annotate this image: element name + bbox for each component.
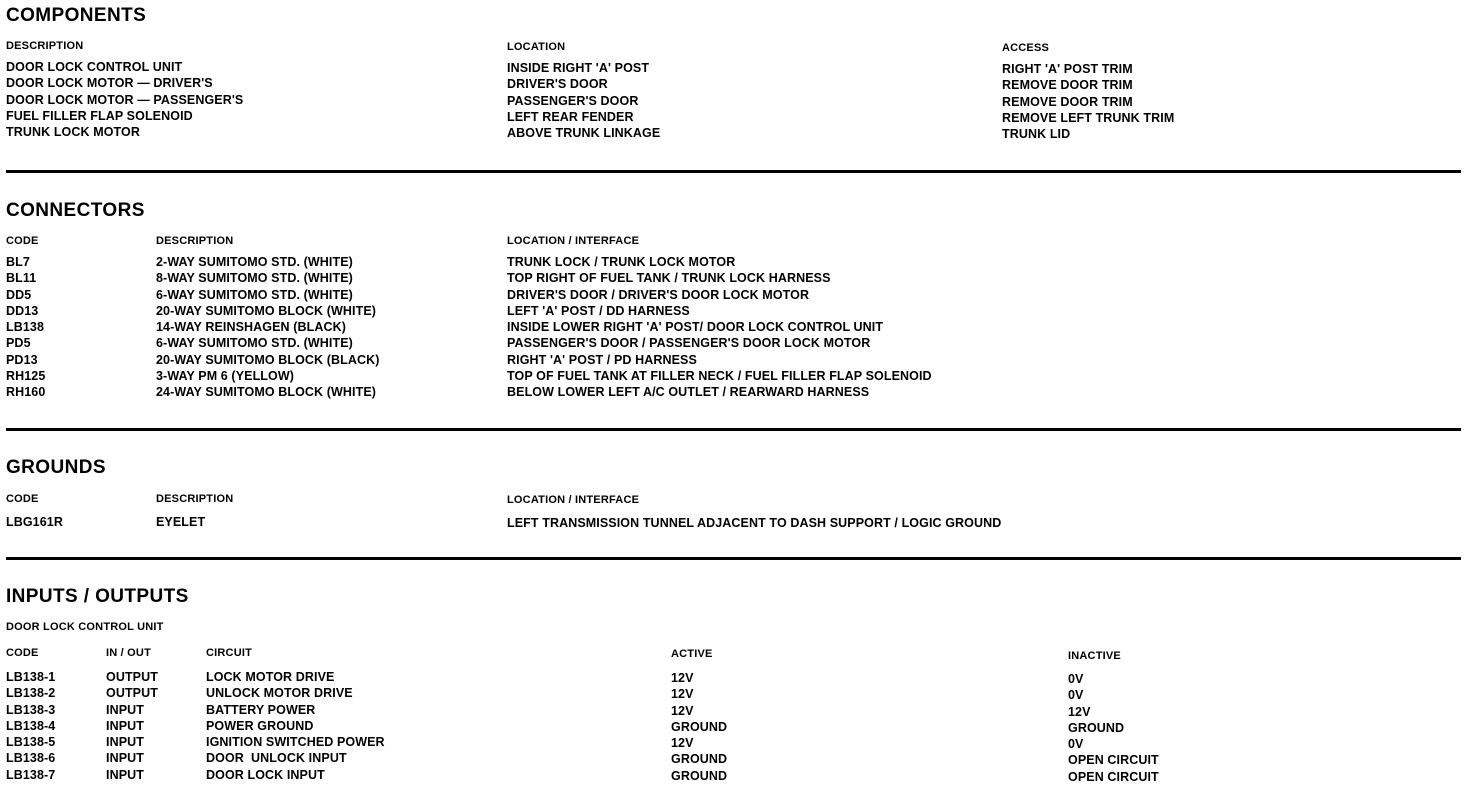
table-cell: 12V — [671, 671, 694, 685]
components-location-column — [507, 60, 660, 141]
table-cell: 8-WAY SUMITOMO STD. (WHITE) — [156, 271, 353, 286]
table-cell: 0V — [1068, 672, 1084, 686]
table-cell: DRIVER'S DOOR / DRIVER'S DOOR LOCK MOTOR — [507, 287, 810, 302]
table-cell: 24-WAY SUMITOMO BLOCK (WHITE) — [156, 385, 377, 400]
table-cell: LEFT 'A' POST / DD HARNESS — [507, 303, 690, 318]
table-cell: TRUNK LOCK / TRUNK LOCK MOTOR — [507, 255, 736, 269]
connectors-location-column — [507, 254, 932, 401]
table-cell: DOOR LOCK MOTOR — PASSENGER'S — [6, 92, 244, 107]
table-cell: FUEL FILLER FLAP SOLENOID — [6, 108, 193, 123]
table-cell: REMOVE LEFT TRUNK TRIM — [1002, 110, 1175, 125]
io-inout-column — [106, 669, 158, 783]
grounds-title: GROUNDS — [6, 457, 106, 478]
section-divider — [6, 557, 1461, 560]
table-cell: LB138-6 — [6, 751, 56, 766]
table-cell: IGNITION SWITCHED POWER — [206, 735, 385, 750]
table-cell: INSIDE RIGHT 'A' POST — [507, 61, 650, 75]
table-cell: LOCK MOTOR DRIVE — [206, 670, 335, 684]
table-cell: LB138-2 — [6, 686, 56, 701]
table-cell: INPUT — [106, 767, 144, 782]
table-cell: 12V — [671, 736, 694, 751]
components-access-header: ACCESS — [1002, 42, 1050, 54]
table-cell: INPUT — [106, 702, 144, 717]
io-title: INPUTS / OUTPUTS — [6, 586, 189, 607]
table-cell: PD5 — [6, 336, 31, 351]
table-cell: REMOVE DOOR TRIM — [1002, 78, 1133, 93]
connectors-description-header: DESCRIPTION — [156, 235, 234, 247]
table-cell: DD5 — [6, 287, 32, 302]
table-cell: LEFT REAR FENDER — [507, 109, 634, 124]
table-cell: 12V — [671, 703, 694, 718]
table-cell: OPEN CIRCUIT — [1068, 769, 1159, 784]
table-cell: TRUNK LID — [1002, 127, 1071, 142]
table-cell: DD13 — [6, 303, 39, 318]
table-cell: 6-WAY SUMITOMO STD. (WHITE) — [156, 336, 353, 351]
table-cell: 2-WAY SUMITOMO STD. (WHITE) — [156, 255, 353, 269]
table-cell: 3-WAY PM 6 (YELLOW) — [156, 369, 295, 384]
table-cell: BL7 — [6, 255, 30, 269]
table-cell: INPUT — [106, 735, 144, 750]
table-cell: GROUND — [671, 752, 728, 767]
table-cell: PASSENGER'S DOOR / PASSENGER'S DOOR LOCK MOTOR — [507, 336, 871, 351]
table-cell: GROUND — [1068, 720, 1125, 735]
table-cell: LEFT TRANSMISSION TUNNEL ADJACENT TO DASH SUPPORT / LOGIC GROUND — [507, 516, 1002, 530]
table-cell: RH160 — [6, 385, 46, 400]
table-cell: DOOR LOCK CONTROL UNIT — [6, 60, 183, 74]
io-circuit-header: CIRCUIT — [206, 647, 253, 659]
components-location-header: LOCATION — [507, 41, 566, 53]
table-cell: BELOW LOWER LEFT A/C OUTLET / REARWARD HARNESS — [507, 385, 870, 400]
table-cell: TRUNK LOCK MOTOR — [6, 125, 140, 140]
table-cell: LB138-7 — [6, 767, 56, 782]
connectors-code-header: CODE — [6, 235, 39, 247]
table-cell: PD13 — [6, 352, 38, 367]
table-cell: OUTPUT — [106, 670, 158, 684]
io-inactive-column — [1068, 671, 1159, 785]
table-cell: 12V — [671, 687, 694, 702]
grounds-location-header: LOCATION / INTERFACE — [507, 494, 640, 506]
table-cell: UNLOCK MOTOR DRIVE — [206, 686, 353, 701]
io-inactive-header: INACTIVE — [1068, 650, 1121, 662]
grounds-description-header: DESCRIPTION — [156, 493, 234, 505]
table-cell: LB138 — [6, 320, 45, 335]
table-cell: LB138-1 — [6, 670, 56, 684]
section-divider — [6, 428, 1461, 431]
table-cell: 0V — [1068, 688, 1084, 703]
table-cell: INPUT — [106, 751, 144, 766]
connectors-location-header: LOCATION / INTERFACE — [507, 235, 640, 247]
table-cell: BL11 — [6, 271, 37, 286]
table-cell: OPEN CIRCUIT — [1068, 753, 1159, 768]
table-cell: LB138-4 — [6, 718, 56, 733]
table-cell: INSIDE LOWER RIGHT 'A' POST/ DOOR LOCK CONTROL UNIT — [507, 320, 884, 335]
components-description-column — [6, 59, 243, 140]
io-active-header: ACTIVE — [671, 648, 713, 660]
components-title: COMPONENTS — [6, 5, 147, 26]
table-cell: DRIVER'S DOOR — [507, 77, 608, 92]
components-access-column — [1002, 61, 1174, 142]
io-subtitle: DOOR LOCK CONTROL UNIT — [6, 621, 164, 633]
table-cell: INPUT — [106, 718, 144, 733]
connectors-description-column — [156, 254, 380, 401]
section-divider — [6, 170, 1461, 173]
connectors-title: CONNECTORS — [6, 200, 145, 221]
table-cell: DOOR LOCK INPUT — [206, 767, 325, 782]
table-cell: 20-WAY SUMITOMO BLOCK (WHITE) — [156, 303, 377, 318]
table-cell: RIGHT 'A' POST TRIM — [1002, 62, 1133, 76]
table-cell: POWER GROUND — [206, 718, 314, 733]
io-code-column — [6, 669, 55, 783]
table-cell: BATTERY POWER — [206, 702, 316, 717]
table-cell: DOOR UNLOCK INPUT — [206, 751, 347, 766]
io-active-column — [671, 670, 727, 784]
table-cell: GROUND — [671, 719, 728, 734]
table-cell: RIGHT 'A' POST / PD HARNESS — [507, 352, 697, 367]
table-cell: ABOVE TRUNK LINKAGE — [507, 126, 661, 141]
table-cell: DOOR LOCK MOTOR — DRIVER'S — [6, 76, 213, 91]
table-cell: 6-WAY SUMITOMO STD. (WHITE) — [156, 287, 353, 302]
io-circuit-column — [206, 669, 385, 783]
table-cell: LB138-3 — [6, 702, 56, 717]
table-cell: 14-WAY REINSHAGEN (BLACK) — [156, 320, 347, 335]
table-cell: REMOVE DOOR TRIM — [1002, 94, 1133, 109]
table-cell: RH125 — [6, 369, 46, 384]
io-code-header: CODE — [6, 647, 39, 659]
table-cell: LBG161R — [6, 515, 63, 529]
components-description-header: DESCRIPTION — [6, 40, 84, 52]
table-cell: EYELET — [156, 515, 206, 529]
table-cell: LB138-5 — [6, 735, 56, 750]
connectors-code-column — [6, 254, 45, 401]
table-cell: 20-WAY SUMITOMO BLOCK (BLACK) — [156, 352, 380, 367]
table-cell: GROUND — [671, 768, 728, 783]
grounds-code-header: CODE — [6, 493, 39, 505]
table-cell: TOP RIGHT OF FUEL TANK / TRUNK LOCK HARNESS — [507, 271, 831, 286]
table-cell: 0V — [1068, 737, 1084, 752]
table-cell: PASSENGER'S DOOR — [507, 93, 639, 108]
io-inout-header: IN / OUT — [106, 647, 151, 659]
table-cell: OUTPUT — [106, 686, 158, 701]
table-cell: 12V — [1068, 704, 1091, 719]
table-cell: TOP OF FUEL TANK AT FILLER NECK / FUEL FILLER FLAP SOLENOID — [507, 369, 932, 384]
